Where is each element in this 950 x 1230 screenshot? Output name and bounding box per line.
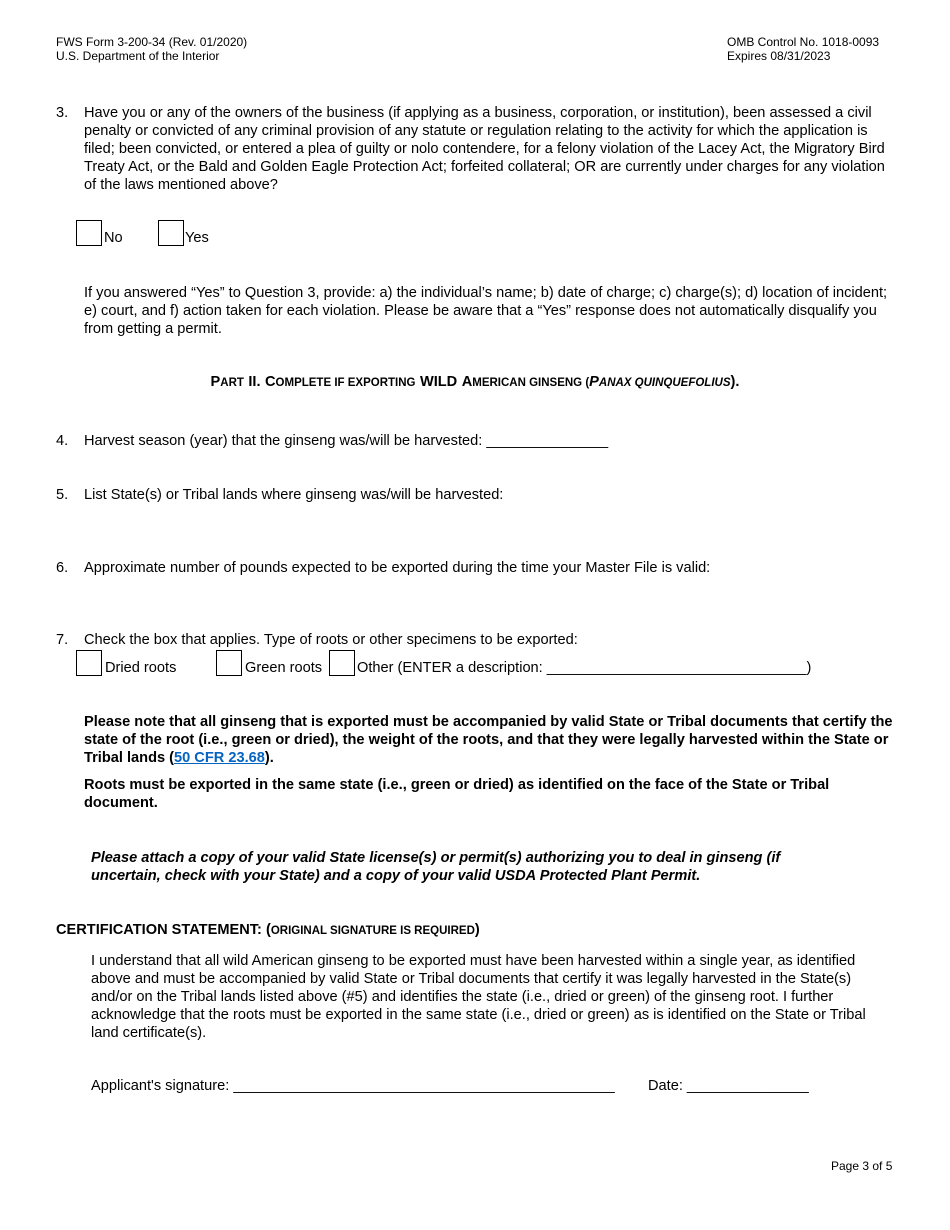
question-7-number: 7. xyxy=(56,632,69,648)
part-2-heading: PART II. COMPLETE IF EXPORTING WILD AMERICAN GINSENG (PANAX QUINQUEFOLIUS). xyxy=(210,374,740,390)
q7-dried-roots-label: Dried roots xyxy=(105,660,177,676)
q7-dried-roots-checkbox[interactable] xyxy=(76,650,102,676)
export-documents-note xyxy=(84,713,896,767)
page-number: Page 3 of 5 xyxy=(831,1159,893,1173)
omb-control-number: OMB Control No. 1018-0093 xyxy=(727,35,880,49)
expiration-date: Expires 08/31/2023 xyxy=(727,49,831,63)
attach-documents-note: Please attach a copy of your valid State license(s) or permit(s) authorizing you to deal in ginseng (if uncertain, check with your State) and a copy of your valid USDA Protected Plant Permit. xyxy=(91,850,781,884)
form-id: FWS Form 3-200-34 (Rev. 01/2020) xyxy=(56,35,248,49)
q3-no-label: No xyxy=(104,230,123,246)
question-6-text: Approximate number of pounds expected to be exported during the time your Master File is valid: xyxy=(84,560,711,576)
question-6-number: 6. xyxy=(56,560,69,576)
question-3-number: 3. xyxy=(56,105,69,121)
roots-state-note: Roots must be exported in the same state (i.e., green or dried) as identified on the face of the State or Tribal document. xyxy=(84,777,830,811)
q3-yes-label: Yes xyxy=(185,230,209,246)
question-5-number: 5. xyxy=(56,487,69,503)
question-5-text: List State(s) or Tribal lands where ginseng was/will be harvested: xyxy=(84,487,504,503)
export-documents-note-text: Please note that all ginseng that is exported must be accompanied by valid State or Tribal documents that certify the state of the root (i.e., green or dried), the weight of the roots, and that they were legally harvested within the State or Tribal lands ( xyxy=(84,714,893,766)
q3-yes-checkbox[interactable] xyxy=(158,220,184,246)
harvest-season-field[interactable]: _______________ xyxy=(486,433,609,449)
question-4-text: Harvest season (year) that the ginseng was/will be harvested: xyxy=(84,433,483,449)
applicant-signature-field[interactable]: Applicant's signature: _______________________________________________ xyxy=(91,1078,615,1094)
question-3-text: Have you or any of the owners of the business (if applying as a business, corporation, or institution), been assessed a civil penalty or convicted of any criminal provision of any statute or regulation relating to the activity for which the application is filed; been convicted, or entered a plea of guilty or nolo contendere, for a felony violation of the Lacey Act, the Migratory Bird Treaty Act, or the Bald and Golden Eagle Protection Act; forfeited collateral; OR are currently under charges for any violation of the laws mentioned above? xyxy=(84,105,885,193)
certification-heading: CERTIFICATION STATEMENT: (ORIGINAL SIGNATURE IS REQUIRED) xyxy=(56,922,480,938)
q7-green-roots-checkbox[interactable] xyxy=(216,650,242,676)
q7-other-checkbox[interactable] xyxy=(329,650,355,676)
certification-body: I understand that all wild American ginseng to be exported must have been harvested within a single year, as identified above and must be accompanied by valid State or Tribal documents that certify it was legally harvested in the State(s) and/or on the Tribal lands listed above (#5) and identifies the state (i.e., dried or green) of the ginseng root. I further acknowledge that the roots must be exported in the same state (i.e., dried or green) as is identified on the State or Tribal land certificate(s). xyxy=(91,953,866,1041)
form-header-right xyxy=(727,35,879,63)
q7-other-label: Other (ENTER a description: ________________________________) xyxy=(357,660,812,676)
form-header-left xyxy=(56,35,247,63)
export-documents-note-end: ). xyxy=(264,750,274,766)
q3-followup-text: If you answered “Yes” to Question 3, provide: a) the individual’s name; b) date of charge; c) charge(s); d) location of incident; e) court, and f) action taken for each violation. Please be aware that a “Yes” response does not automatically disqualify you from getting a permit. xyxy=(84,285,888,337)
question-4 xyxy=(84,432,608,450)
date-field[interactable]: Date: _______________ xyxy=(648,1078,809,1094)
q7-green-roots-label: Green roots xyxy=(245,660,323,676)
cfr-link[interactable]: 50 CFR 23.68 xyxy=(174,750,265,766)
question-4-number: 4. xyxy=(56,433,69,449)
q3-no-checkbox[interactable] xyxy=(76,220,102,246)
department-name: U.S. Department of the Interior xyxy=(56,49,220,63)
question-7-text: Check the box that applies. Type of roots or other specimens to be exported: xyxy=(84,632,578,648)
